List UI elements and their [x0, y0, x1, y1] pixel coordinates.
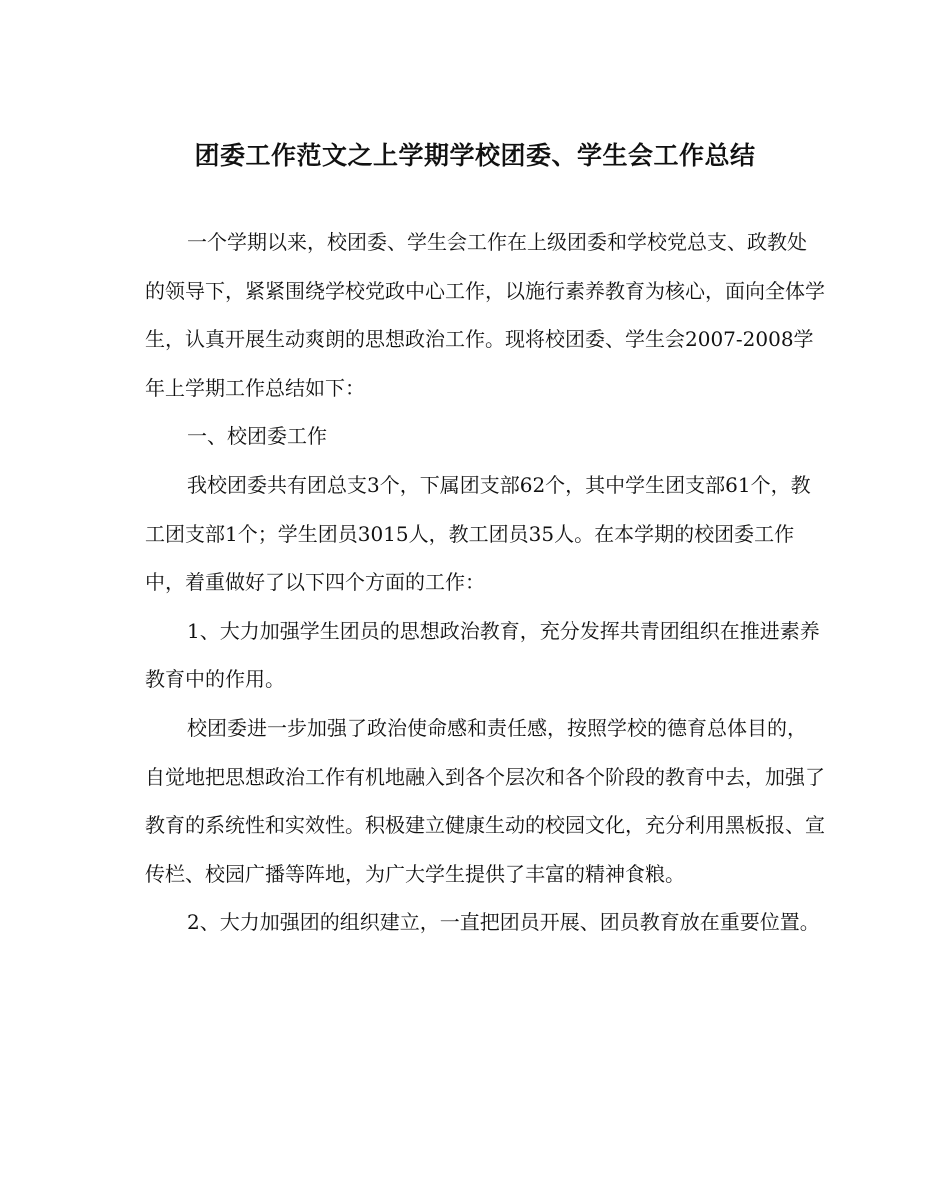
paragraph-membership-stats: 我校团委共有团总支3个，下属团支部62个，其中学生团支部61个，教工团支部1个；学生团员3015人，教工团员35人。在本学期的校团委工作中，着重做好了以下四个方面的工作：	[145, 472, 811, 595]
paragraph-ideological-education: 校团委进一步加强了政治使命感和责任感，按照学校的德育总体目的，自觉地把思想政治工作有机地融入到各个层次和各个阶段的教育中去，加强了教育的系统性和实效性。积极建立健康生动的校园文化，充分利用黑板报、宣传栏、校园广播等阵地，为广大学生提供了丰富的精神食粮。	[145, 715, 825, 886]
item-heading-organization-building: 2、大力加强团的组织建立，一直把团员开展、团员教育放在重要位置。	[187, 910, 820, 935]
section-heading-league-committee: 一、校团委工作	[187, 424, 327, 449]
document-title: 团委工作范文之上学期学校团委、学生会工作总结	[194, 141, 756, 170]
paragraph-intro: 一个学期以来，校团委、学生会工作在上级团委和学校党总支、政教处的领导下，紧紧围绕学校党政中心工作，以施行素养教育为核心，面向全体学生，认真开展生动爽朗的思想政治工作。现将校团委、学生会2007-2008学年上学期工作总结如下：	[145, 230, 825, 400]
document-body	[145, 218, 825, 947]
item-heading-ideological-education: 1、大力加强学生团员的思想政治教育，充分发挥共青团组织在推进素养教育中的作用。	[145, 618, 820, 692]
